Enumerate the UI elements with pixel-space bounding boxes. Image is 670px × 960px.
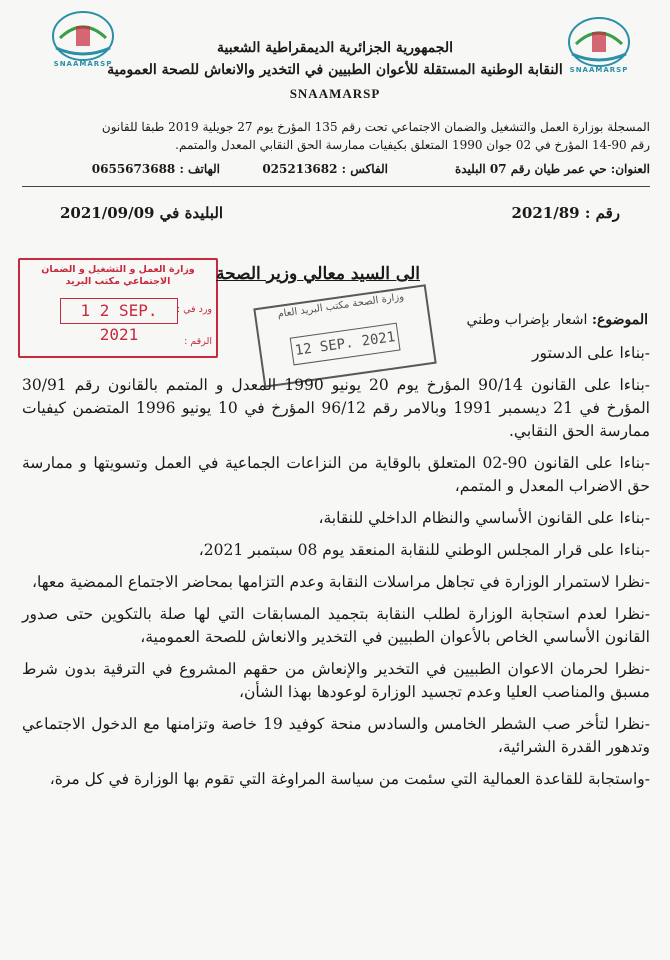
contact-address: العنوان: حي عمر طيان رقم 07 البليدة <box>454 162 650 176</box>
body-paragraph: -بناءا على الدستور <box>531 344 650 362</box>
subject-line <box>466 312 648 328</box>
body-paragraph: -بناءا على قرار المجلس الوطني للنقابة المنعقد يوم 08 سبتمبر 2021، <box>198 541 650 559</box>
body-paragraph: -بناءا على القانون الأساسي والنظام الداخلي للنقابة، <box>318 509 650 527</box>
body-paragraph: -بناءا على القانون 90-02 المتعلق بالوقاية من النزاعات الجماعية في العمل وتسويتها و ممارسة حق الاضراب المعدل و المتمم، <box>22 454 650 495</box>
reference-number: رقم : 2021/89 <box>511 204 620 222</box>
union-logo-left-text: SNAAMARSP <box>53 60 113 68</box>
reference-row <box>60 204 620 224</box>
subject-label: الموضوع: <box>591 312 648 328</box>
stamp-red-received: ورد في : <box>176 304 212 315</box>
place-date: البليدة في 2021/09/09 <box>60 204 224 222</box>
addressee: الى السيد معالي وزير الصحة <box>216 264 420 284</box>
body-paragraph: -نظرا لعدم استجابة الوزارة لطلب النقابة بتجميد المسابقات التي لها صلة بالتكوين حتى صدور القانون الأساسي الخاص بالأعوان الطبيين في التخدير والانعاش للصحة العمومية، <box>22 605 650 646</box>
stamp-gray-date: 12 SEP. 2021 <box>290 323 401 366</box>
body-paragraph: -بناءا على القانون 90/14 المؤرخ يوم 20 يونيو 1990 المعدل و المتمم بالقانون رقم 30/91 المؤرخ في 21 ديسمبر 1991 وبالامر رقم 96/12 المؤرخ في 10 يونيو 1996 المتضمن كيفيات ممارسة الحق النقابي. <box>22 376 650 440</box>
stamp-red-date: 1 2 SEP. 2021 <box>60 298 178 324</box>
subject-text: اشعار بإضراب وطني <box>466 312 588 328</box>
stamp-gray-title: وزارة الصحة مكتب البريد العام <box>276 291 405 321</box>
contact-phone: الهاتف : 0655673688 <box>91 162 220 176</box>
body-paragraph: -نظرا لاستمرار الوزارة في تجاهل مراسلات النقابة وعدم التزامها بمحاضر الاجتماع الممضية معها، <box>32 573 650 591</box>
union-acronym: SNAAMARSP <box>289 86 381 101</box>
union-logo-right-text: SNAAMARSP <box>569 66 629 74</box>
letter-body <box>22 342 650 800</box>
body-paragraph: -نظرا لحرمان الاعوان الطبيين في التخدير والإنعاش من حقهم المشروع في الترقية بدون شرط مسبق والمناصب العليا وعدم تجسيد الوزارة لوعودها بهذا الشأن، <box>22 660 650 701</box>
body-paragraph: -واستجابة للقاعدة العمالية التي سئمت من سياسة المراوغة التي تقوم بها الوزارة في كل مرة، <box>49 770 650 788</box>
contact-row <box>22 162 650 180</box>
republic-heading: الجمهورية الجزائرية الديمقراطية الشعبية <box>216 40 453 56</box>
body-paragraph: -نظرا لتأخر صب الشطر الخامس والسادس منحة كوفيد 19 خاصة وتزامنها مع الدخول الاجتماعي وتدهور القدرة الشرائية، <box>22 715 650 756</box>
stamp-red-title: وزارة العمل و التشغيل و الضمان الاجتماعي مكتب البريد <box>41 264 195 287</box>
registration-line-1: المسجلة بوزارة العمل والتشغيل والضمان الاجتماعي تحت رقم 135 المؤرخ يوم 27 جويلية 2019 طبقا للقانون <box>101 120 650 134</box>
header-divider <box>22 186 650 187</box>
union-name-heading: النقابة الوطنية المستقلة للأعوان الطبيين في التخدير والانعاش للصحة العمومية <box>107 62 563 78</box>
contact-fax: الفاكس : 025213682 <box>262 162 388 176</box>
union-logo-left <box>40 8 126 70</box>
registration-line-2: رقم 90-14 المؤرخ في 02 جوان 1990 المتعلق بكيفيات ممارسة الحق النقابي المعدل والمتمم. <box>175 138 650 152</box>
stamp-red-number: الرقم : <box>184 336 212 347</box>
